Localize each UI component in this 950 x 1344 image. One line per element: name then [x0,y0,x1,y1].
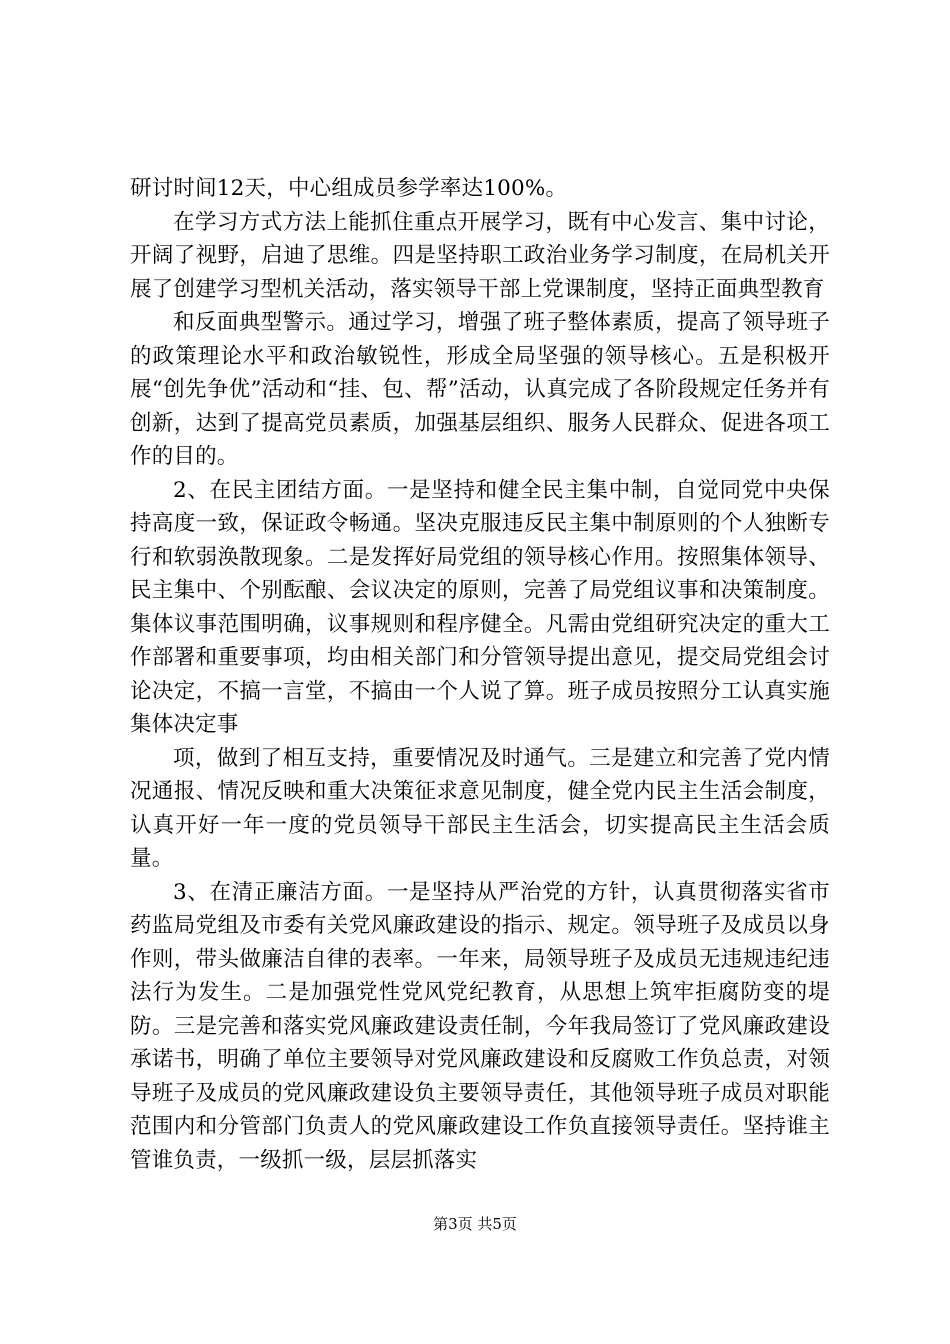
document-body [130,172,830,1177]
paragraph-2: 在学习方式方法上能抓住重点开展学习，既有中心发言、集中讨论，开阔了视野，启迪了思维。四是坚持职工政治业务学习制度，在局机关开展了创建学习型机关活动，落实领导干部上党课制度，坚持正面典型教育 [130,209,830,302]
paragraph-1: 研讨时间12天，中心组成员参学率达100%。 [130,176,568,201]
paragraph-3: 和反面典型警示。通过学习，增强了班子整体素质，提高了领导班子的政策理论水平和政治敏锐性，形成全局坚强的领导核心。五是积极开展“创先争优”活动和“挂、包、帮”活动，认真完成了各阶段规定任务并有创新，达到了提高党员素质，加强基层组织、服务人民群众、促进各项工作的目的。 [130,310,830,469]
paragraph-4: 2、在民主团结方面。一是坚持和健全民主集中制，自觉同党中央保持高度一致，保证政令畅通。坚决克服违反民主集中制原则的个人独断专行和软弱涣散现象。二是发挥好局党组的领导核心作用。按照集体领导、民主集中、个别酝酿、会议决定的原则，完善了局党组议事和决策制度。集体议事范围明确，议事规则和程序健全。凡需由党组研究决定的重大工作部署和重要事项，均由相关部门和分管领导提出意见，提交局党组会讨论决定，不搞一言堂，不搞由一个人说了算。班子成员按照分工认真实施集体决定事 [130,477,830,737]
paragraph-6: 3、在清正廉洁方面。一是坚持从严治党的方针，认真贯彻落实省市药监局党组及市委有关党风廉政建设的指示、规定。领导班子及成员以身作则，带头做廉洁自律的表率。一年来，局领导班子及成员无违规违纪违法行为发生。二是加强党性党风党纪教育，从思想上筑牢拒腐防变的堤防。三是完善和落实党风廉政建设责任制，今年我局签订了党风廉政建设承诺书，明确了单位主要领导对党风廉政建设和反腐败工作负总责，对领导班子及成员的党风廉政建设负主要领导责任，其他领导班子成员对职能范围内和分管部门负责人的党风廉政建设工作负直接领导责任。坚持谁主管谁负责，一级抓一级，层层抓落实 [130,879,830,1173]
paragraph-5: 项，做到了相互支持，重要情况及时通气。三是建立和完善了党内情况通报、情况反映和重大决策征求意见制度，健全党内民主生活会制度，认真开好一年一度的党员领导干部民主生活会，切实提高民主生活会质量。 [130,745,830,871]
page-number-footer: 第3页 共5页 [433,1215,517,1233]
